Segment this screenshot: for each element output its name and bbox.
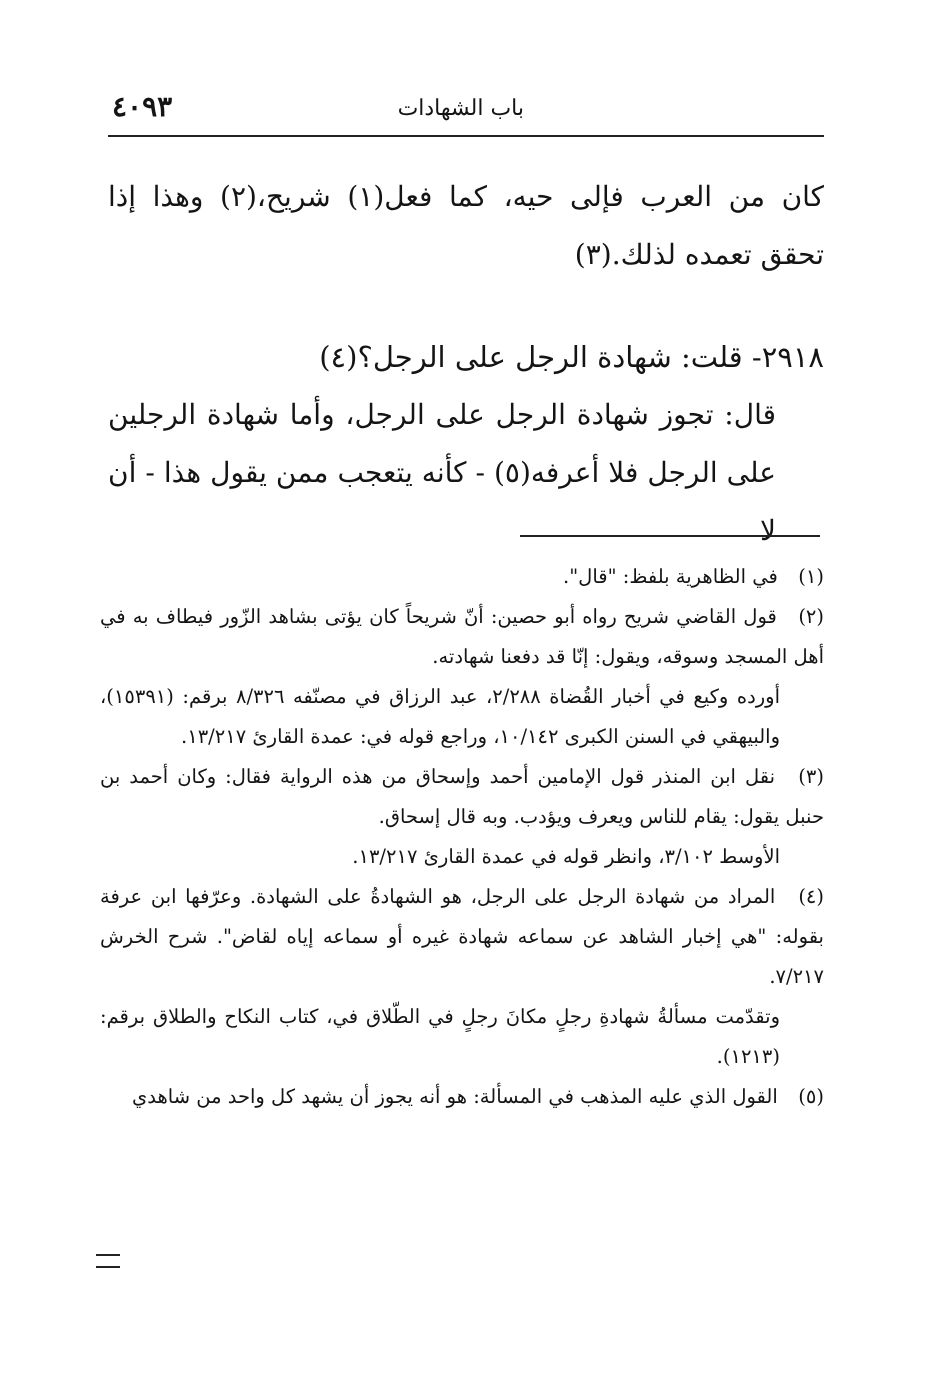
footnote-2-reference: أورده وكيع في أخبار القُضاة ٢/٢٨٨، عبد الرزاق في مصنّفه ٨/٣٢٦ برقم: (١٥٣٩١)، والبيهقي في السنن الكبرى ١٠/١٤٢، وراجع قوله في: عمدة القارئ ١٣/٢١٧. <box>100 685 781 748</box>
footnote-3-reference: الأوسط ٣/١٠٢، وانظر قوله في عمدة القارئ ١٣/٢١٧. <box>352 845 780 868</box>
footnote-separator <box>520 535 820 537</box>
footnote-text: نقل ابن المنذر قول الإمامين أحمد وإسحاق من هذه الرواية فقال: وكان أحمد بن حنبل يقول: يقام للناس ويعرف ويؤدب. وبه قال إسحاق. <box>100 765 824 828</box>
footnote-number: (١) <box>798 565 824 588</box>
footnotes <box>100 557 824 1117</box>
footnote-4-reference: وتقدّمت مسألةُ شهادةِ رجلٍ مكانَ رجلٍ في الطّلاق في، كتاب النكاح والطلاق برقم: (١٢١٣). <box>100 1005 780 1068</box>
footnote-number: (٥) <box>798 1085 824 1108</box>
footnote-5 <box>100 1077 824 1117</box>
footnote-1 <box>100 557 824 597</box>
answer-2918: قال: تجوز شهادة الرجل على الرجل، وأما شهادة الرجلين على الرجل فلا أعرفه(٥) - كأنه يتعجب ممن يقول هذا - أن لا <box>108 398 776 547</box>
paragraph-continued: كان من العرب فإلى حيه، كما فعل(١) شريح،(٢) وهذا إذا تحقق تعمده لذلك.(٣) <box>108 180 825 271</box>
footnote-text: قول القاضي شريح رواه أبو حصين: أنّ شريحاً كان يؤتى بشاهد الزّور فيطاف به في أهل المسجد وسوقه، ويقول: إنّا قد دفعنا شهادته. <box>100 605 824 668</box>
spacer <box>108 284 824 328</box>
footnote-text: في الظاهرية بلفظ: "قال". <box>563 565 778 588</box>
footnote-2 <box>100 597 824 677</box>
footnote-number: (٣) <box>798 765 824 788</box>
page-number: ٤٠٩٣ <box>112 90 173 123</box>
footnote-text: القول الذي عليه المذهب في المسألة: هو أنه يجوز أن يشهد كل واحد من شاهدي <box>131 1085 778 1108</box>
footnote-3 <box>100 757 824 837</box>
question-2918: ٢٩١٨- قلت: شهادة الرجل على الرجل؟(٤) <box>319 340 824 374</box>
chapter-title: باب الشهادات <box>397 96 524 121</box>
main-text <box>108 168 824 560</box>
footnote-4 <box>100 877 824 997</box>
page-header <box>108 88 824 134</box>
header-rule <box>108 135 824 137</box>
footnote-number: (٢) <box>798 605 825 628</box>
continuation-mark <box>96 1254 120 1268</box>
footnote-number: (٤) <box>798 885 825 908</box>
footnote-text: المراد من شهادة الرجل على الرجل، هو الشهادةُ على الشهادة. وعرّفها ابن عرفة بقوله: "هي إخبار الشاهد عن سماعه شهادة غيره أو سماعه إياه لقاض". شرح الخرش ٧/٢١٧. <box>100 885 824 988</box>
